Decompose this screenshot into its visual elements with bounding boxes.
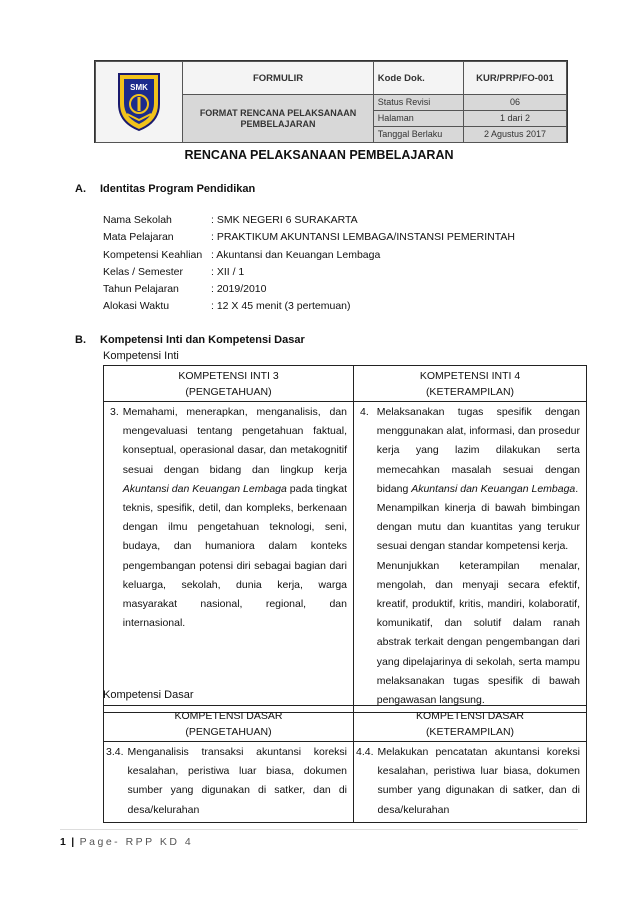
ki4-header: KOMPETENSI INTI 4 (KETERAMPILAN) [354,366,587,402]
tanggal-label: Tanggal Berlaku [373,127,463,143]
halaman-label: Halaman [373,111,463,127]
kode-value: KUR/PRP/FO-001 [463,62,566,95]
identity-row: Alokasi Waktu : 12 X 45 menit (3 pertemuan) [103,300,351,313]
section-a-heading: A. Identitas Program Pendidikan [75,183,256,195]
identity-row: Mata Pelajaran : PRAKTIKUM AKUNTANSI LEMBAGA/INSTANSI PEMERINTAH [103,231,515,244]
format-title: FORMAT RENCANA PELAKSANAAN PEMBELAJARAN [183,95,373,143]
status-value: 06 [463,95,566,111]
kompetensi-dasar-table [103,705,587,823]
section-b-heading: B. Kompetensi Inti dan Kompetensi Dasar [75,334,305,346]
identity-row: Kompetensi Keahlian : Akuntansi dan Keuangan Lembaga [103,248,381,261]
form-label: FORMULIR [183,62,373,95]
status-label: Status Revisi [373,95,463,111]
footer-text: Page- RPP KD 4 [79,836,194,848]
school-logo [96,62,183,143]
kd4-cell: 4.4. Melakukan pencatatan akuntansi koreksi kesalahan, peristiwa luar biasa, dokumen sumber yang digunakan di satker, dan di desa/kelurahan [354,742,587,823]
page-number: 1 [60,836,66,848]
svg-text:SMK: SMK [130,82,149,92]
school-emblem-icon [113,70,165,132]
kd4-header: KOMPETENSI DASAR (KETERAMPILAN) [354,706,587,742]
halaman-value: 1 dari 2 [463,111,566,127]
tanggal-value: 2 Agustus 2017 [463,127,566,143]
identity-row: Kelas / Semester : XII / 1 [103,265,245,278]
footer-divider [60,829,578,830]
identity-row: Tahun Pelajaran : 2019/2010 [103,283,267,296]
identity-row: Nama Sekolah : SMK NEGERI 6 SURAKARTA [103,214,358,226]
identity-list [103,212,515,316]
kompetensi-inti-table [103,365,587,713]
kompetensi-dasar-label: Kompetensi Dasar [103,689,194,701]
ki3-header: KOMPETENSI INTI 3 (PENGETAHUAN) [104,366,354,402]
kd3-cell: 3.4. Menganalisis transaksi akuntansi koreksi kesalahan, peristiwa luar biasa, dokumen sumber yang digunakan di satker, dan di desa/kelurahan [104,742,354,823]
kode-label: Kode Dok. [373,62,463,95]
ki4-cell: 4. Melaksanakan tugas spesifik dengan menggunakan alat, informasi, dan prosedur kerja yang lazim dilakukan serta memecahkan masalah sesuai dengan bidang Akuntansi dan Keuangan Lembaga. Menampilkan kinerja di bawah bimbingan dengan mutu dan kuantitas yang terukur sesuai dengan standar kompetensi kerja. Menunjukkan keterampilan menalar, mengolah, dan menyaji secara efektif, kreatif, produktif, kritis, mandiri, kolaboratif, komunikatif, dan solutif dalam ranah abstrak terkait dengan pengembangan dari yang dipelajarinya di sekolah, serta mampu melaksanakan tugas spesifik di bawah pengawasan langsung. [354,402,587,713]
document-title: RENCANA PELAKSANAAN PEMBELAJARAN [184,148,454,162]
form-header [94,60,568,143]
kompetensi-inti-label: Kompetensi Inti [103,350,179,362]
ki3-cell: 3. Memahami, menerapkan, menganalisis, dan mengevaluasi tentang pengetahuan faktual, konseptual, operasional dasar, dan metakognitif sesuai dengan bidang dan lingkup kerja Akuntansi dan Keuangan Lembaga pada tingkat teknis, spesifik, detil, dan kompleks, berkenaan dengan ilmu pengetahuan teknologi, seni, budaya, dan humaniora dalam konteks pengembangan potensi diri sebagai bagian dari keluarga, sekolah, dunia kerja, warga masyarakat nasional, regional, dan internasional. [104,402,354,713]
kd3-header: KOMPETENSI DASAR (PENGETAHUAN) [104,706,354,742]
page-footer: 1 | Page- RPP KD 4 [60,836,194,848]
